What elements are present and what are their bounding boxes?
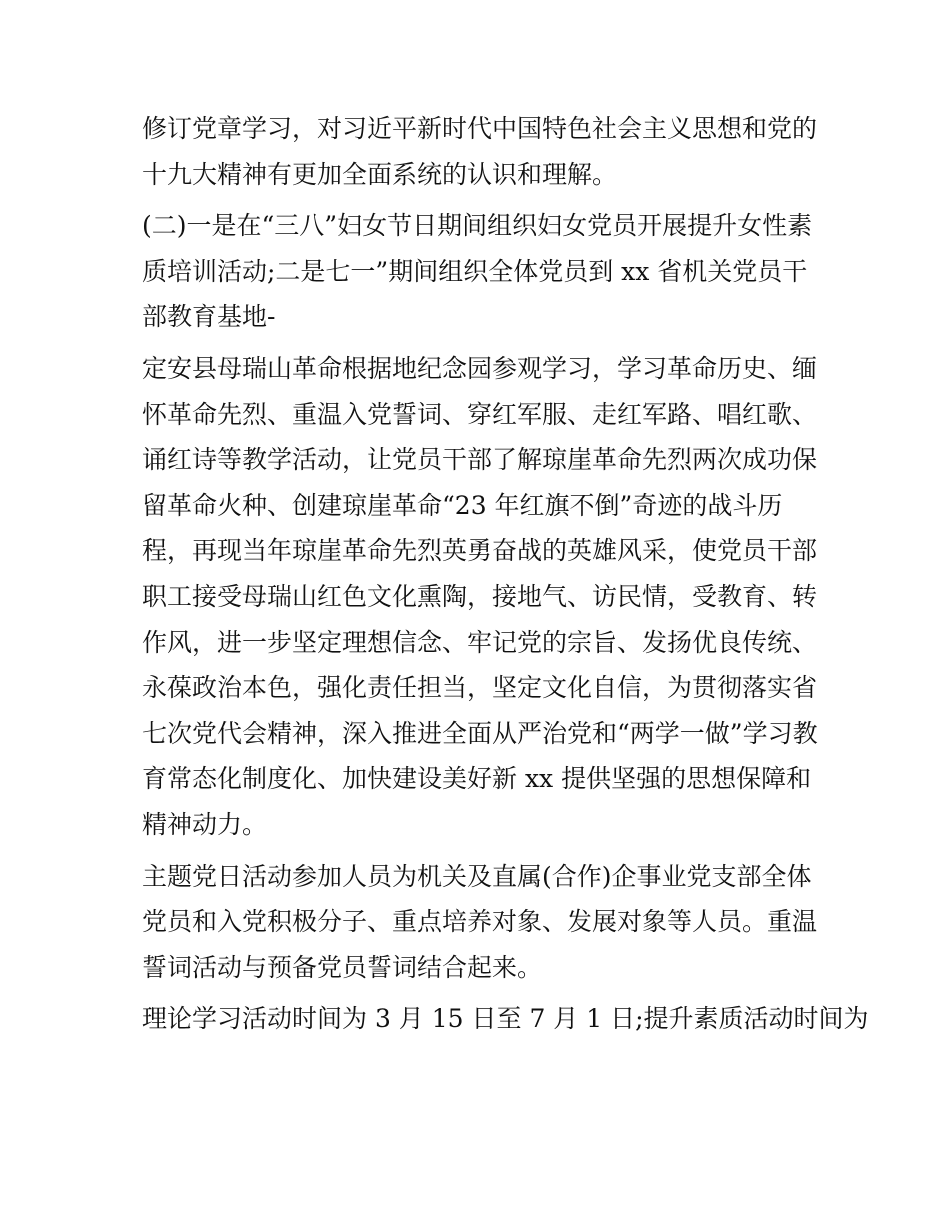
text-line: 十九大精神有更加全面系统的认识和理解。	[142, 159, 618, 189]
text-line: 永葆政治本色，强化责任担当，坚定文化自信，为贯彻落实省	[142, 673, 818, 703]
text-line: 理论学习活动时间为 3 月 15 日至 7 月 1 日;提升素质活动时间为	[142, 1004, 869, 1034]
text-line: 质培训活动;二是七一”期间组织全体党员到 xx 省机关党员干	[142, 256, 808, 286]
text-line: 职工接受母瑞山红色文化熏陶，接地气、访民情，受教育、转	[142, 581, 818, 611]
text-line: 党员和入党积极分子、重点培养对象、发展对象等人员。重温	[142, 907, 818, 937]
text-line: 修订党章学习，对习近平新时代中国特色社会主义思想和党的	[142, 114, 818, 143]
text-line: 作风，进一步坚定理想信念、牢记党的宗旨、发扬优良传统、	[142, 627, 818, 657]
text-line: 七次党代会精神，深入推进全面从严治党和“两学一做”学习教	[142, 718, 818, 748]
text-line: 主题党日活动参加人员为机关及直属(合作)企事业党支部全体	[142, 861, 812, 891]
text-line: 定安县母瑞山革命根据地纪念园参观学习，学习革命历史、缅	[142, 353, 818, 383]
text-line: (二)一是在“三八”妇女节日期间组织妇女党员开展提升女性素	[142, 211, 813, 241]
text-line: 育常态化制度化、加快建设美好新 xx 提供坚强的思想保障和	[142, 764, 812, 794]
text-line: 留革命火种、创建琼崖革命“23 年红旗不倒”奇迹的战斗历	[142, 490, 783, 520]
document-body	[142, 106, 869, 1042]
text-line: 诵红诗等教学活动，让党员干部了解琼崖革命先烈两次成功保	[142, 445, 818, 475]
text-line: 怀革命先烈、重温入党誓词、穿红军服、走红军路、唱红歌、	[142, 399, 818, 429]
text-line: 精神动力。	[142, 809, 268, 839]
text-line: 部教育基地-	[142, 302, 276, 332]
text-line: 程，再现当年琼崖革命先烈英勇奋战的英雄风采，使党员干部	[142, 536, 818, 566]
text-line: 誓词活动与预备党员誓词结合起来。	[142, 952, 543, 982]
